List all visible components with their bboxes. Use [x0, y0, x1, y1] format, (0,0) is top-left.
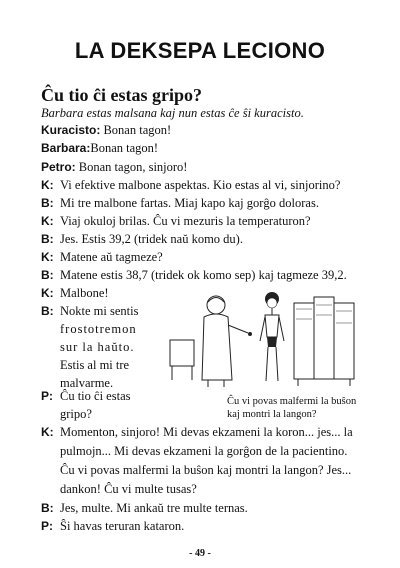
line-text: Matene estis 38,7 (tridek ok komo sep) kaj tagmeze 39,2. — [60, 268, 347, 282]
speaker: B: — [41, 268, 54, 282]
line-text: malvarme. — [60, 376, 114, 390]
line-text: Matene aŭ tagmeze? — [60, 250, 163, 264]
line-text: pulmojn... Mi devas ekzameni la gorĝon de la pacientino. — [60, 444, 348, 458]
line-text: Nokte mi sentis — [60, 304, 139, 318]
speaker: B: — [41, 232, 54, 246]
speaker: P: — [41, 519, 53, 533]
page-number: - 49 - — [189, 548, 211, 559]
line-text: Estis al mi tre — [60, 358, 130, 372]
speaker: P: — [41, 389, 53, 403]
dialogue-line — [41, 140, 158, 156]
speaker: K: — [41, 286, 54, 300]
line-text: Ŝi havas teruran kataron. — [60, 519, 185, 533]
line-text: Viaj okuloj brilas. Ĉu vi mezuris la temperaturon? — [60, 214, 311, 228]
illustration-caption — [227, 395, 356, 421]
scene-subtitle: Barbara estas malsana kaj nun estas ĉe ŝi kuracisto. — [41, 106, 304, 120]
line-text: Bonan tagon! — [100, 123, 172, 137]
line-text: Momenton, sinjoro! Mi devas ekzameni la koron... jes... la — [60, 425, 353, 439]
speaker: B: — [41, 304, 54, 318]
speaker: Petro: — [41, 160, 76, 174]
speaker: Kuracisto: — [41, 123, 101, 137]
line-text: frostotremon — [60, 322, 137, 336]
line-text: dankon! Ĉu vi multe tusas? — [60, 482, 197, 496]
line-text: Mi tre malbone fartas. Miaj kapo kaj gorĝo doloras. — [60, 196, 319, 210]
line-text: Jes, multe. Mi ankaŭ tre multe ternas. — [60, 501, 248, 515]
caption-line: kaj montri la langon? — [227, 409, 317, 420]
speaker: K: — [41, 214, 54, 228]
line-text: Bonan tagon, sinjoro! — [75, 160, 188, 174]
line-text: gripo? — [60, 407, 92, 421]
line-text: Vi efektive malbone aspektas. Kio estas al vi, sinjorino? — [60, 178, 341, 192]
speaker: K: — [41, 250, 54, 264]
section-heading: Ĉu tio ĉi estas gripo? — [41, 85, 202, 105]
line-text: Malbone! — [60, 286, 109, 300]
line-text: Bonan tagon! — [90, 141, 159, 155]
speaker: K: — [41, 178, 54, 192]
line-text: Jes. Estis 39,2 (tridek naŭ komo du). — [60, 232, 243, 246]
speaker: Barbara: — [41, 141, 91, 155]
line-text: Ĉu tio ĉi estas — [60, 389, 131, 403]
dialogue-line — [41, 122, 171, 138]
speaker: K: — [41, 425, 54, 439]
line-text: sur la haŭto. — [60, 340, 135, 354]
dialogue-line — [41, 159, 187, 175]
doctor-patient-illustration — [168, 285, 358, 390]
caption-line: Ĉu vi povas malfermi la buŝon — [227, 396, 357, 407]
lesson-title: LA DEKSEPA LECIONO — [74, 38, 326, 63]
speaker: B: — [41, 196, 54, 210]
speaker: B: — [41, 501, 54, 515]
line-text: Ĉu vi povas malfermi la buŝon kaj montri la langon? Jes... — [60, 463, 352, 477]
